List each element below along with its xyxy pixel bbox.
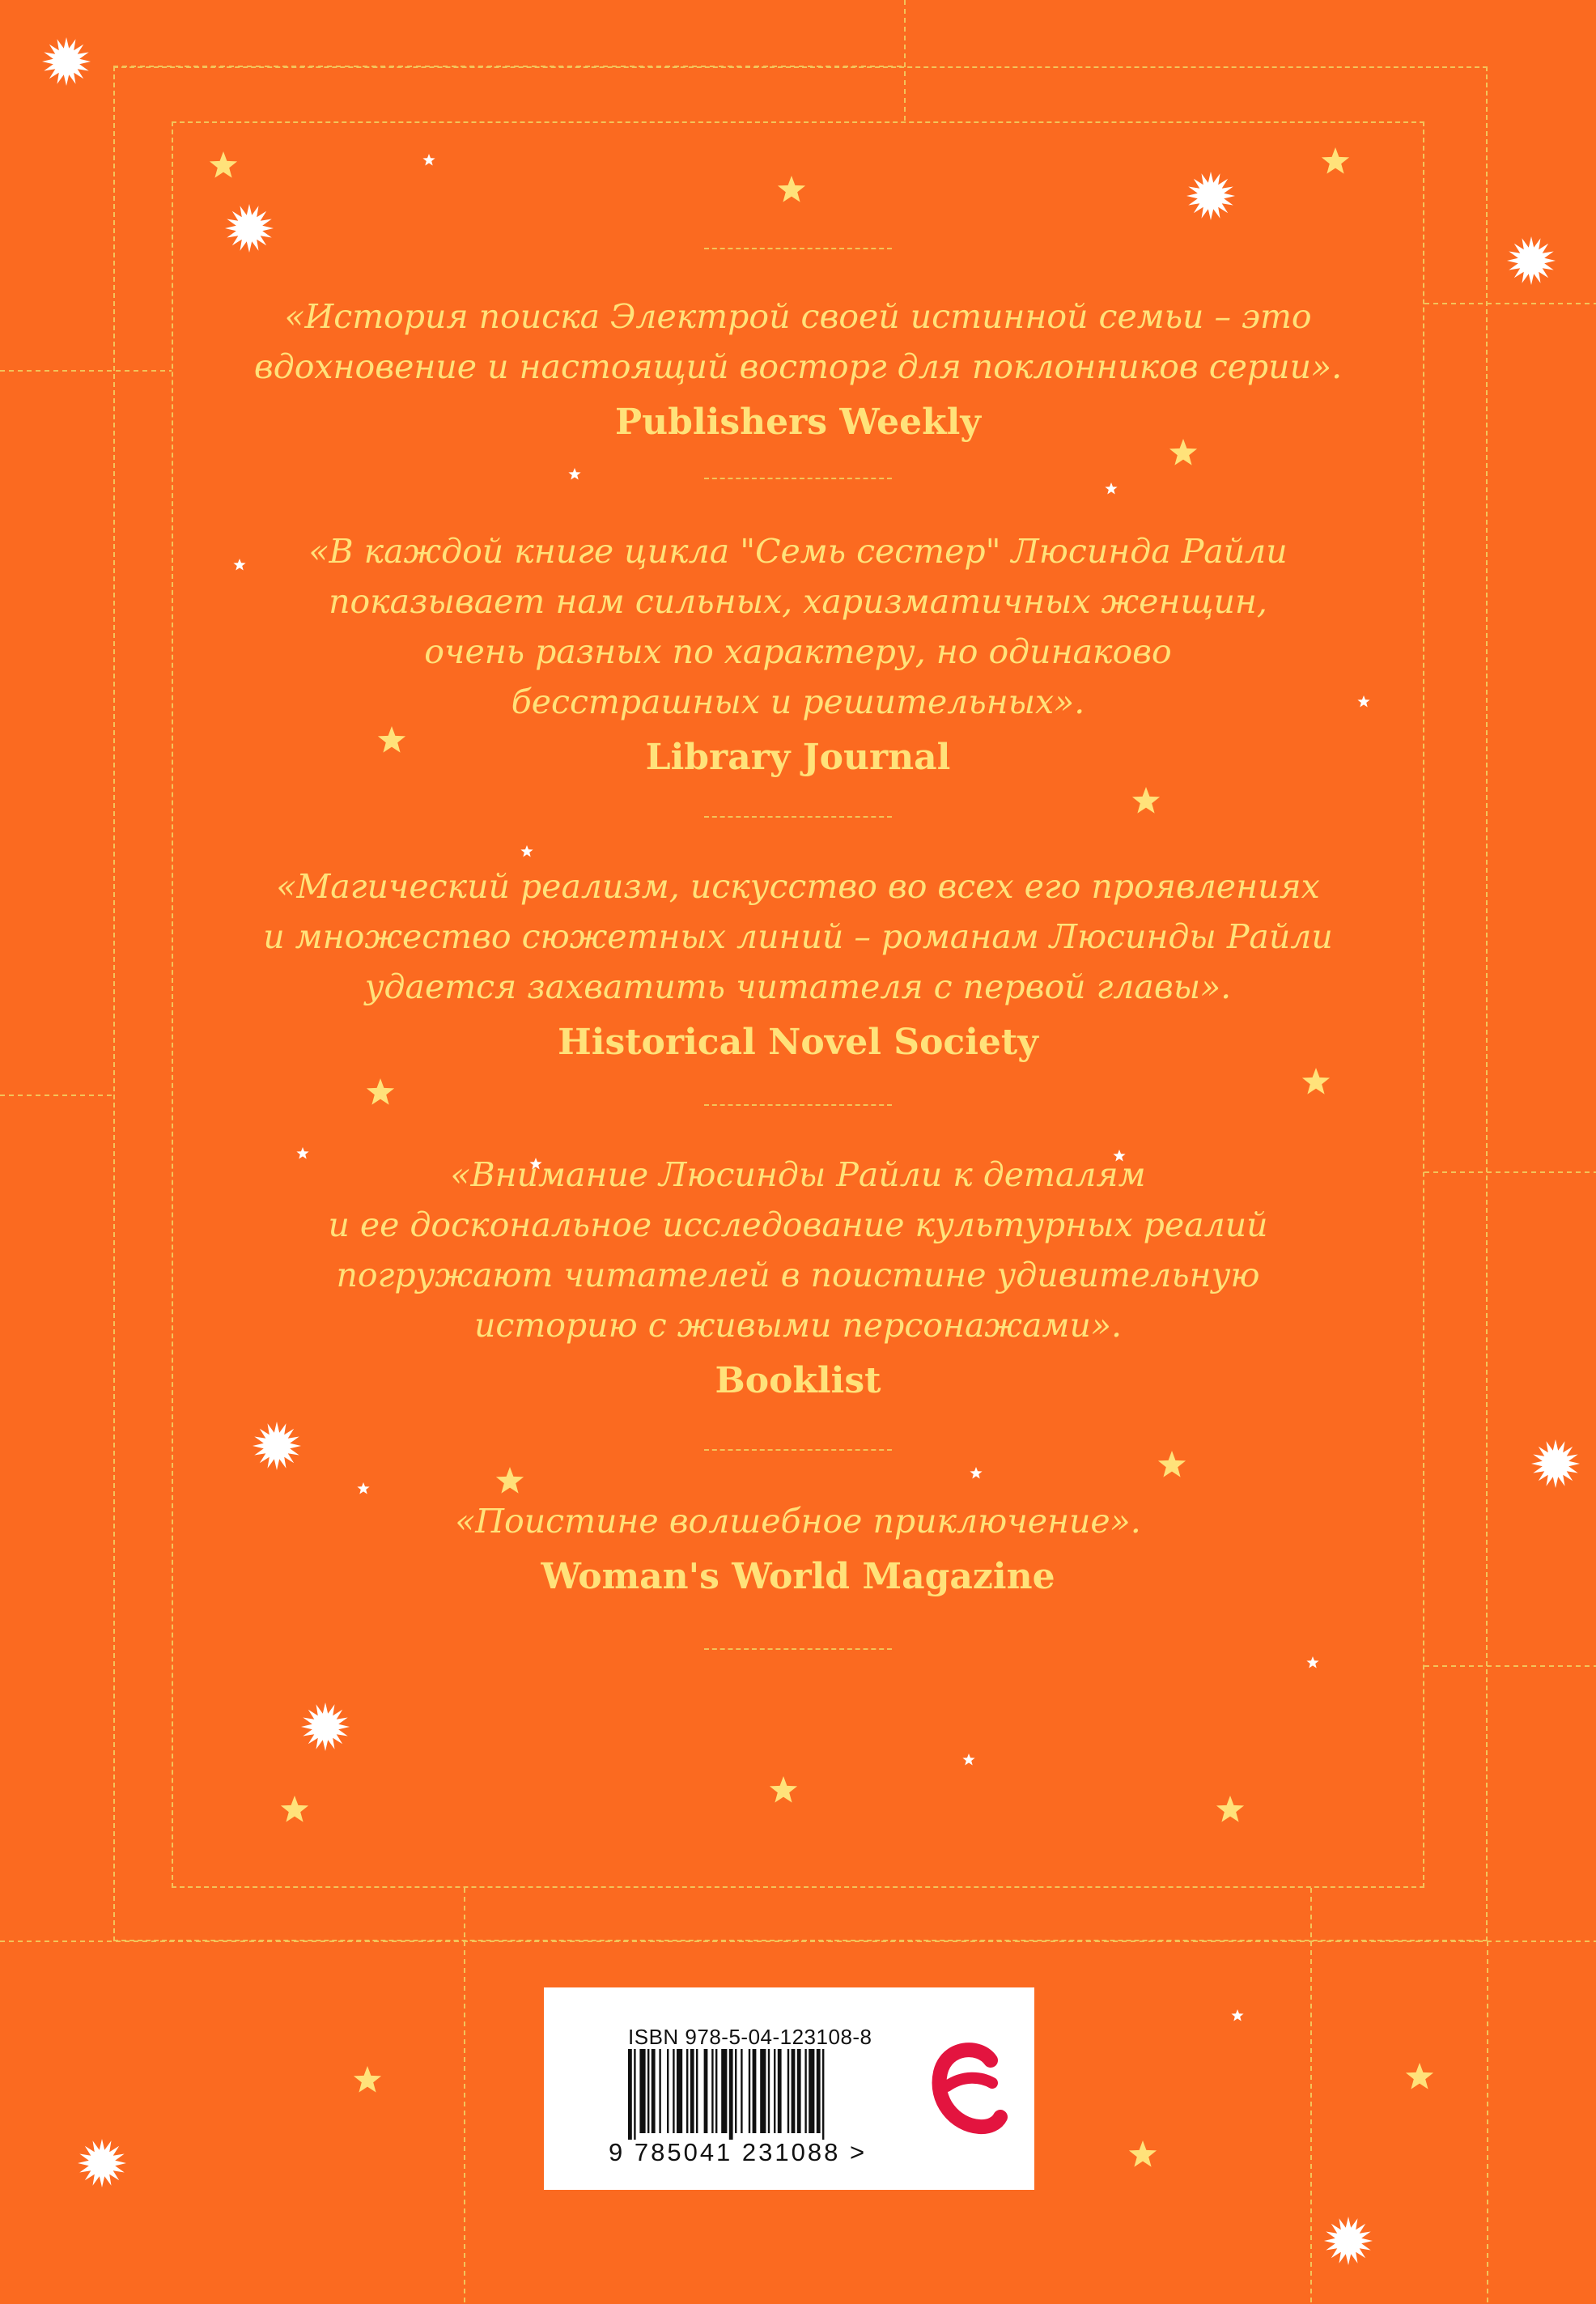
barcode-bar [647, 2049, 649, 2133]
barcode-bar [741, 2049, 742, 2133]
review-block [172, 526, 1424, 780]
barcode-bar [787, 2049, 789, 2133]
review-quote: «История поиска Электрой своей истинной семьи – это вдохновение и настоящий восторг для поклонников серии». [253, 297, 1343, 386]
sparkle-icon [1531, 1439, 1580, 1488]
barcode-bar [652, 2049, 656, 2133]
barcode-bar [822, 2049, 824, 2140]
review-block [172, 1150, 1424, 1404]
star-icon [1129, 2140, 1157, 2167]
sparkle-icon [1507, 236, 1556, 285]
star-icon [354, 2066, 381, 2093]
barcode-bar [677, 2049, 682, 2133]
star-icon [1406, 2063, 1433, 2089]
barcode-bar [753, 2049, 757, 2133]
eksmo-logo-icon [923, 2036, 1012, 2141]
review-source: Booklist [715, 1360, 881, 1401]
sparkle-icon [1324, 2217, 1373, 2265]
barcode-bar [809, 2049, 814, 2133]
barcode-bar [639, 2049, 645, 2133]
review-quote: «В каждой книге цикла "Семь сестер" Люсинда Райли показывает нам сильных, харизматичных женщин, очень разных по характеру, но одинаково бесстрашных и решительных». [308, 532, 1288, 721]
barcode-bar [804, 2049, 806, 2133]
sparkle-icon [78, 2139, 126, 2187]
review-quote: «Магический реализм, искусство во всех его проявлениях и множество сюжетных линий – романам Люсинды Райли удается захватить читателя с первой главы». [263, 867, 1333, 1006]
barcode-bar [673, 2049, 674, 2133]
barcode-bar [711, 2049, 713, 2133]
barcode-panel [544, 1987, 1034, 2190]
barcode-bar [659, 2049, 660, 2133]
barcode-bar [628, 2049, 632, 2140]
review-source: Historical Novel Society [558, 1022, 1038, 1063]
isbn-label: ISBN 978-5-04-123108-8 [628, 2025, 872, 2049]
review-source: Library Journal [645, 737, 951, 778]
reviews-panel [172, 121, 1424, 1650]
review-block [172, 291, 1424, 445]
barcode-bar [667, 2049, 669, 2133]
sparkle-icon [42, 37, 91, 86]
barcode-bar [696, 2049, 698, 2133]
barcode-bar [729, 2049, 733, 2140]
barcode-bar [735, 2049, 736, 2133]
review-source: Woman's World Magazine [541, 1556, 1055, 1597]
barcode-bar [797, 2049, 801, 2133]
barcode-bar [690, 2049, 694, 2133]
barcode-bar [715, 2049, 717, 2133]
review-block [172, 1496, 1424, 1600]
barcode-digits: 9 785041 231088 > [609, 2138, 868, 2166]
barcode-bar [768, 2049, 770, 2133]
barcode-bar [686, 2049, 688, 2133]
barcode-bar [774, 2049, 775, 2133]
small-star-icon [1231, 2009, 1243, 2021]
barcode-bar [749, 2049, 750, 2133]
barcode-bars [628, 2049, 871, 2140]
review-quote: «Внимание Люсинды Райли к деталям и ее доскональное исследование культурных реалий погружают читателей в поистине удивительную историю с живыми персонажами». [328, 1155, 1268, 1345]
barcode-bar [817, 2049, 821, 2133]
barcode-bar [778, 2049, 782, 2133]
barcode-bar [792, 2049, 796, 2133]
barcode-bar [760, 2049, 766, 2133]
barcode-bar [704, 2049, 708, 2133]
separator [704, 1648, 892, 1650]
review-quote: «Поистине волшебное приключение». [455, 1502, 1141, 1541]
barcode-bar [634, 2049, 635, 2140]
review-source: Publishers Weekly [615, 402, 981, 443]
review-block [172, 861, 1424, 1065]
barcode-bar [721, 2049, 727, 2133]
